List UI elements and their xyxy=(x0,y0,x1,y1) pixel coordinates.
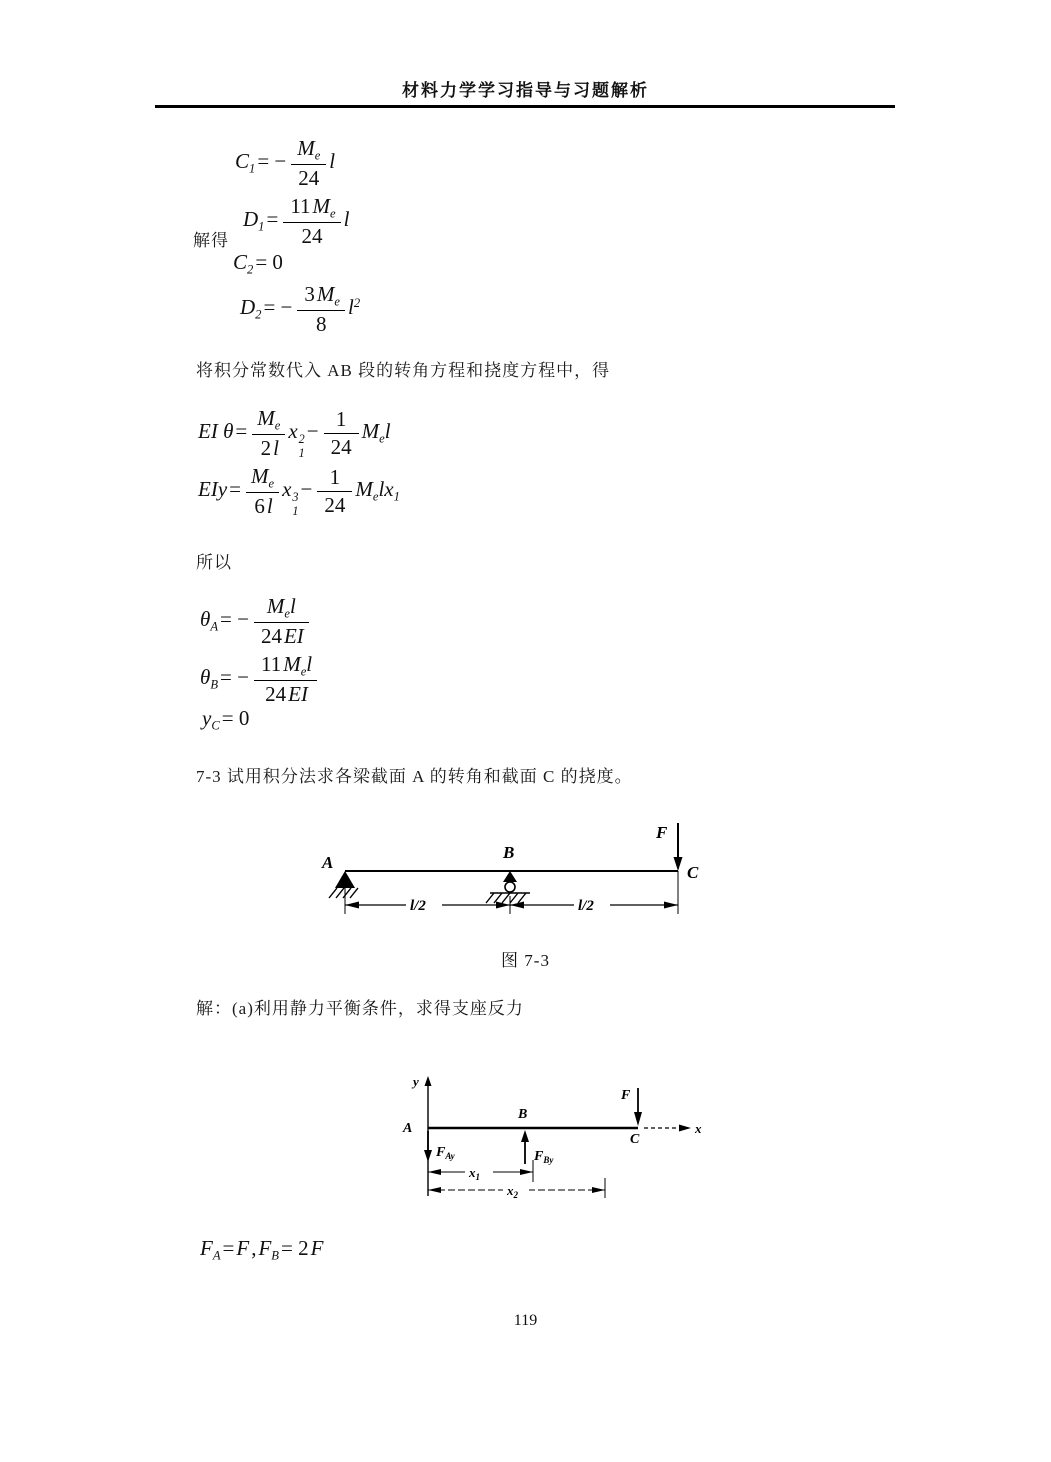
equation-theta-b: $\theta_B=$ − $\frac{11M_el}{24EI}$ xyxy=(200,652,320,706)
pin-support-a xyxy=(335,871,355,888)
equation-d2: $D_2=$ − $\frac{3M_e}{8}$ $l^2$ xyxy=(240,282,361,336)
force-f-label: F xyxy=(656,823,668,842)
span-right-label: l/2 xyxy=(578,898,594,914)
equation-ei-theta: EI θ= $\frac{M_e}{2l}$ x 2 1 − $\frac{1}{24}$ $M_el$ xyxy=(198,406,391,460)
reaction-fay-arrowhead xyxy=(424,1150,432,1162)
reaction-fby-label: $F_{By}$ xyxy=(534,1149,554,1165)
reaction-fby-arrowhead xyxy=(521,1130,529,1142)
support-b-label: B xyxy=(503,843,515,862)
beam-diagram-svg xyxy=(318,810,710,930)
free-body-diagram-svg xyxy=(395,1068,707,1206)
solution-step-a: 解：(a)利用静力平衡条件，求得支座反力 xyxy=(196,999,524,1018)
span-left-label: l/2 xyxy=(410,898,426,914)
equation-c2: $C_2= 0$ xyxy=(233,250,283,277)
equation-ei-y: EIy= $\frac{M_e}{6l}$ x 3 1 − $\frac{1}{24}$ $M_elx_1$ xyxy=(198,464,400,518)
equation-theta-a: $\theta_A=$ − $\frac{M_el}{24EI}$ xyxy=(200,594,312,648)
page-header-title: 材料力学学习指导与习题解析 xyxy=(402,81,649,100)
x-axis-arrowhead xyxy=(679,1125,691,1132)
point-a-label: A xyxy=(403,1121,413,1136)
roller-circle xyxy=(505,882,515,892)
therefore-label: 所以 xyxy=(196,553,232,572)
solve-label: 解得 xyxy=(193,231,229,250)
y-axis-arrowhead xyxy=(425,1076,432,1086)
support-a-label: A xyxy=(322,853,334,872)
point-c-label: C xyxy=(630,1132,640,1147)
page-number: 119 xyxy=(513,1312,538,1329)
force-f-arrowhead xyxy=(674,857,683,871)
equation-y-c: $y_C= 0$ xyxy=(202,706,250,733)
support-a-hatching xyxy=(329,888,358,898)
beam-diagram-figure xyxy=(318,810,710,935)
y-axis-label: y xyxy=(413,1074,419,1089)
equation-reactions: $F_A=F,F_B= 2F$ xyxy=(200,1236,324,1263)
point-b-label: B xyxy=(518,1107,528,1122)
free-body-diagram-figure xyxy=(395,1068,707,1211)
force-f-label: F xyxy=(621,1088,631,1103)
x2-dimension-label: $x_2$ xyxy=(507,1183,518,1200)
reaction-fay-label: $F_{Ay}$ xyxy=(436,1145,455,1161)
equation-c1: $C_1=$ − $\frac{M_e}{24}$ l xyxy=(235,136,336,190)
force-f-arrowhead xyxy=(634,1112,642,1126)
figure-caption: 图 7-3 xyxy=(501,951,550,970)
x1-dimension-label: $x_1$ xyxy=(469,1165,480,1182)
support-b-hatching xyxy=(486,893,526,903)
equation-d1: $D_1=$ $\frac{11M_e}{24}$ l xyxy=(243,194,350,248)
header-rule xyxy=(155,105,895,108)
roller-support-b xyxy=(503,871,517,882)
point-c-label: C xyxy=(687,863,699,882)
x-axis-label: x xyxy=(695,1121,702,1136)
problem-statement: 7-3 试用积分法求各梁截面 A 的转角和截面 C 的挠度。 xyxy=(196,767,633,786)
paragraph-substitute: 将积分常数代入 AB 段的转角方程和挠度方程中，得 xyxy=(196,361,611,380)
